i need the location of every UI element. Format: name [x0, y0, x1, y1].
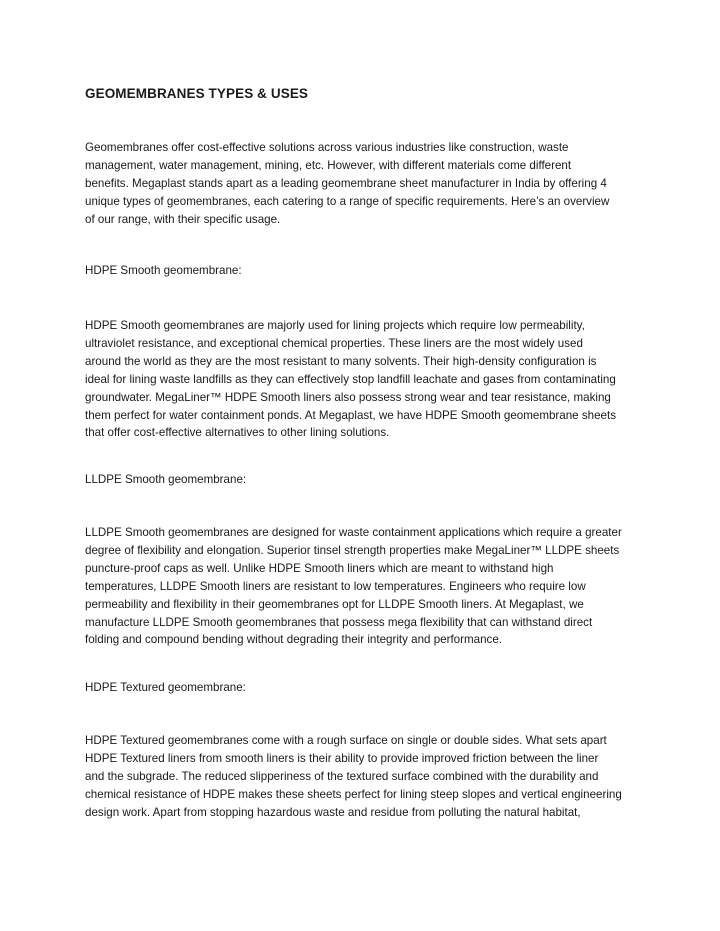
text-line: and the subgrade. The reduced slipperiness of the textured surface combined with the durability and: [85, 769, 599, 783]
text-line: of our range, with their specific usage.: [85, 212, 281, 226]
hdpe-textured-paragraph: [85, 732, 645, 822]
section-heading-lldpe-smooth: LLDPE Smooth geomembrane:: [85, 473, 247, 486]
text-line: ideal for lining waste landfills as they can effectively stop landfill leachate and gases from contaminating: [85, 372, 616, 386]
text-line: degree of flexibility and elongation. Superior tinsel strength properties make MegaLiner™ LLDPE sheets: [85, 543, 620, 557]
text-line: unique types of geomembranes, each catering to a range of specific requirements. Here’s an overview: [85, 194, 610, 208]
text-line: folding and compound bending without degrading their integrity and performance.: [85, 633, 503, 647]
text-line: them perfect for water containment ponds. At Megaplast, we have HDPE Smooth geomembrane sheets: [85, 408, 617, 422]
text-line: puncture-proof caps as well. Unlike HDPE Smooth liners which are meant to withstand high: [85, 561, 554, 575]
lldpe-smooth-paragraph: [85, 524, 645, 649]
intro-paragraph: [85, 139, 645, 229]
text-line: HDPE Textured geomembranes come with a rough surface on single or double sides. What sets apart: [85, 734, 607, 747]
text-line: chemical resistance of HDPE makes these sheets perfect for lining steep slopes and vertical engineering: [85, 787, 622, 801]
text-line: HDPE Smooth geomembranes are majorly used for lining projects which require low permeability,: [85, 319, 585, 332]
text-line: management, water management, mining, etc. However, with different materials come different: [85, 158, 572, 172]
text-line: ultraviolet resistance, and exceptional chemical properties. These liners are the most widely used: [85, 336, 583, 350]
text-line: Geomembranes offer cost-effective solutions across various industries like construction, waste: [85, 141, 569, 154]
text-line: permeability and flexibility in their geomembranes opt for LLDPE Smooth liners. At Megaplast, we: [85, 597, 584, 611]
text-line: groundwater. MegaLiner™ HDPE Smooth liners also possess strong wear and tear resistance, making: [85, 390, 611, 404]
text-line: LLDPE Smooth geomembranes are designed for waste containment applications which require a greater: [85, 526, 622, 539]
text-line: design work. Apart from stopping hazardous waste and residue from polluting the natural habitat,: [85, 805, 581, 819]
section-heading-hdpe-textured: HDPE Textured geomembrane:: [85, 681, 246, 694]
section-heading-hdpe-smooth: HDPE Smooth geomembrane:: [85, 264, 242, 277]
hdpe-smooth-paragraph: [85, 317, 645, 442]
text-line: HDPE Textured liners from smooth liners is their ability to provide improved friction between the liner: [85, 751, 599, 765]
page-title: GEOMEMBRANES TYPES & USES: [85, 86, 309, 101]
text-line: benefits. Megaplast stands apart as a leading geomembrane sheet manufacturer in India by offering 4: [85, 176, 607, 190]
text-line: that offer cost-effective alternatives to other lining solutions.: [85, 426, 390, 440]
text-line: manufacture LLDPE Smooth geomembranes that possess mega flexibility that can withstand direct: [85, 615, 593, 629]
text-line: around the world as they are the most resistant to many solvents. Their high-density configuration is: [85, 354, 597, 368]
text-line: temperatures, LLDPE Smooth liners are resistant to low temperatures. Engineers who require low: [85, 579, 586, 593]
